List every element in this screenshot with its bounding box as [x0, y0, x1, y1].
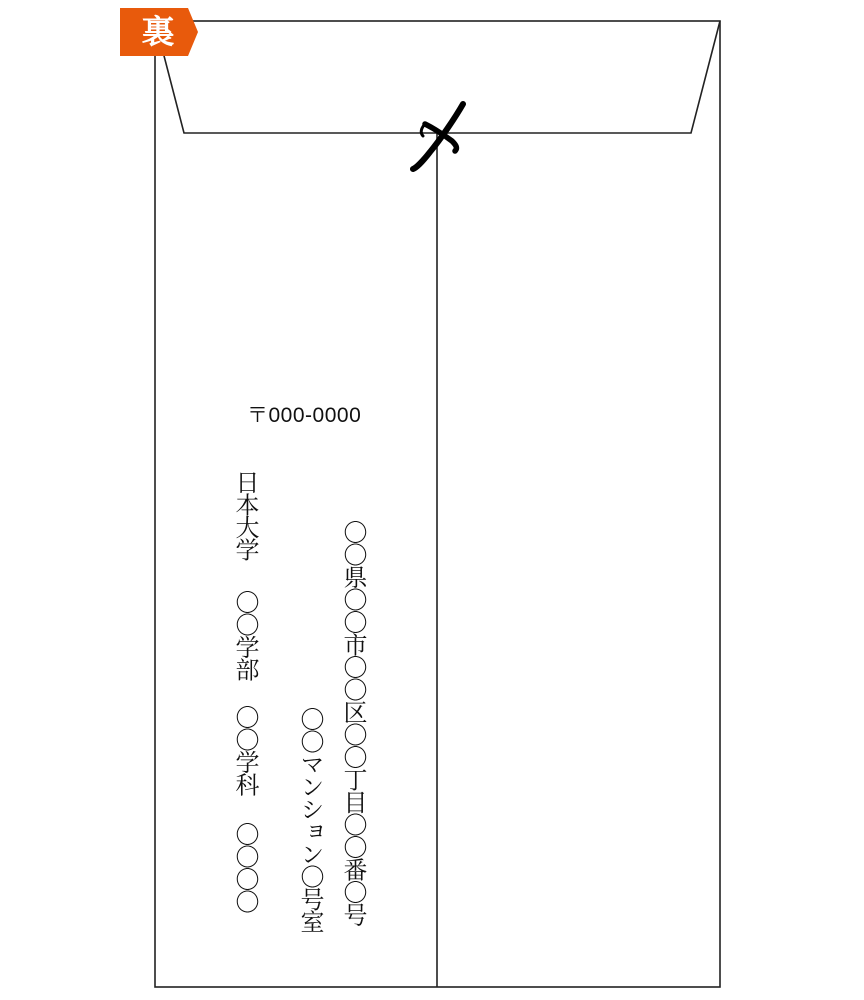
sender-name: 〇〇〇〇	[231, 822, 259, 912]
postal-code: 〒000-0000	[247, 404, 362, 427]
sender-address: 〇〇県〇〇市〇〇区〇〇丁目〇〇番〇号	[339, 520, 367, 925]
envelope-flap	[155, 21, 720, 133]
sender-building: 〇〇マンション〇号室	[296, 707, 324, 932]
faculty-name: 〇〇学部	[231, 590, 259, 680]
back-side-badge	[120, 8, 198, 56]
department-name: 〇〇学科	[231, 705, 259, 795]
seal-mark	[413, 104, 463, 169]
back-side-label: 裏	[141, 12, 175, 51]
university-name: 日本大学	[231, 470, 259, 560]
